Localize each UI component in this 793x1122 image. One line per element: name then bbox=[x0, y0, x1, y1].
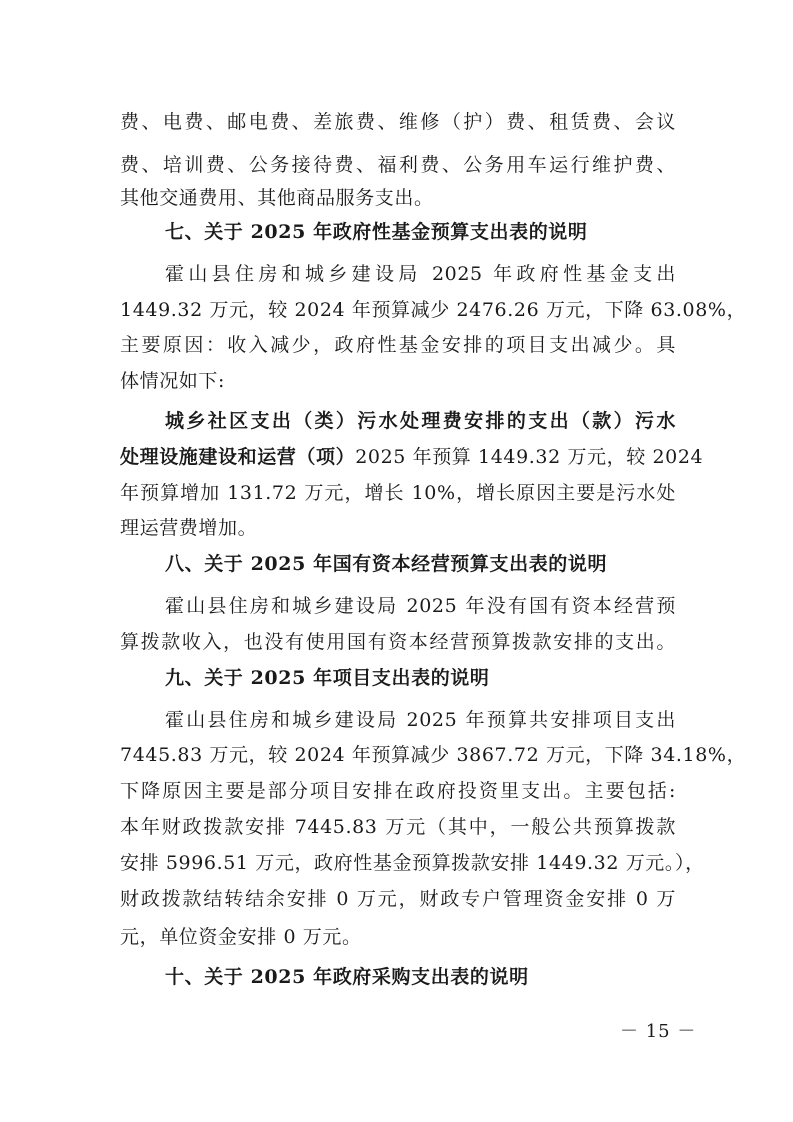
section-heading-9: 九、关于 2025 年项目支出表的说明 bbox=[165, 667, 490, 689]
paragraph-line: 本年财政拨款安排 7445.83 万元（其中，一般公共预算拨款 bbox=[120, 816, 676, 838]
bold-item-tail: 处理设施建设和运营（项） bbox=[120, 446, 356, 468]
paragraph-line: 主要原因：收入减少，政府性基金安排的项目支出减少。具 bbox=[120, 334, 676, 356]
paragraph-line: 7445.83 万元，较 2024 年预算减少 3867.72 万元，下降 34.18%， bbox=[120, 744, 747, 766]
section-heading-8: 八、关于 2025 年国有资本经营预算支出表的说明 bbox=[165, 553, 608, 575]
paragraph-line bbox=[120, 445, 704, 469]
paragraph-text: 2025 年预算 1449.32 万元，较 2024 bbox=[355, 446, 704, 468]
paragraph-line: 年预算增加 131.72 万元，增长 10%，增长原因主要是污水处 bbox=[120, 482, 676, 504]
paragraph-line: 霍山县住房和城乡建设局 2025 年政府性基金支出 bbox=[165, 263, 676, 285]
section-heading-7: 七、关于 2025 年政府性基金预算支出表的说明 bbox=[165, 221, 588, 243]
paragraph-line: 财政拨款结转结余安排 0 万元，财政专户管理资金安排 0 万 bbox=[120, 888, 676, 910]
paragraph-line: 理运营费增加。 bbox=[120, 517, 258, 539]
paragraph-line: 霍山县住房和城乡建设局 2025 年没有国有资本经营预 bbox=[165, 595, 676, 617]
page-number: － 15 － bbox=[620, 1021, 697, 1042]
paragraph-line: 下降原因主要是部分项目安排在政府投资里支出。主要包括: bbox=[120, 780, 676, 802]
paragraph-line: 算拨款收入，也没有使用国有资本经营预算拨款安排的支出。 bbox=[120, 631, 676, 653]
paragraph-line: 其他交通费用、其他商品服务支出。 bbox=[120, 187, 434, 209]
paragraph-line: 费、培训费、公务接待费、福利费、公务用车运行维护费、 bbox=[120, 154, 676, 176]
paragraph-line: 安排 5996.51 万元，政府性基金预算拨款安排 1449.32 万元。）， bbox=[120, 852, 705, 874]
paragraph-line: 体情况如下: bbox=[120, 370, 226, 392]
section-heading-10: 十、关于 2025 年政府采购支出表的说明 bbox=[165, 966, 529, 988]
paragraph-line: 霍山县住房和城乡建设局 2025 年预算共安排项目支出 bbox=[165, 709, 676, 731]
paragraph-line: 费、电费、邮电费、差旅费、维修（护）费、租赁费、会议 bbox=[120, 111, 676, 133]
bold-item-line: 城乡社区支出（类）污水处理费安排的支出（款）污水 bbox=[165, 410, 676, 432]
paragraph-line: 1449.32 万元，较 2024 年预算减少 2476.26 万元，下降 63.08%， bbox=[120, 299, 747, 321]
paragraph-line: 元，单位资金安排 0 万元。 bbox=[120, 926, 362, 948]
